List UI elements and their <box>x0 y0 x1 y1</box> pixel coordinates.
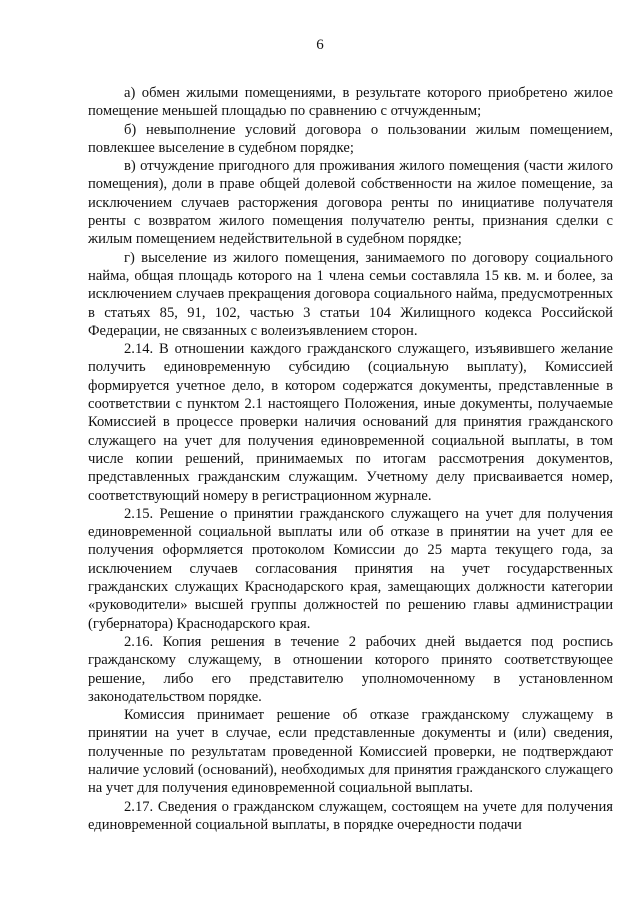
paragraph-2-15: 2.15. Решение о принятии гражданского служащего на учет для получения единовременной социальной выплаты или об отказе в принятии на учет для ее получения оформляется протоколом Комиссии до 25 марта текущего года, за исключением случаев согласования принятия на учет государственных гражданских служащих Краснодарского края, замещающих должности категории «руководители» высшей группы должностей по решению главы администрации (губернатора) Краснодарского края. <box>88 505 613 632</box>
paragraph-item-a: а) обмен жилыми помещениями, в результате которого приобретено жилое помещение меньшей площадью по сравнению с отчужденным; <box>88 85 613 120</box>
document-body <box>88 84 613 834</box>
paragraph-2-14: 2.14. В отношении каждого гражданского служащего, изъявившего желание получить единовременную субсидию (социальную выплату), Комиссией формируется учетное дело, в котором содержатся документы, представленные в соответствии с пунктом 2.1 настоящего Положения, иные документы, получаемые Комиссией в процессе проверки наличия оснований для принятия гражданского служащего на учет для получения единовременной социальной выплаты, в том числе копии решений, принимаемых по итогам рассмотрения документов, представленных гражданским служащим. Учетному делу присваивается номер, соответствующий номеру в регистрационном журнале. <box>88 341 613 504</box>
paragraph-2-17: 2.17. Сведения о гражданском служащем, состоящем на учете для получения единовременной социальной выплаты, в порядке очередности подачи <box>88 798 613 833</box>
paragraph-item-b: б) невыполнение условий договора о пользовании жилым помещением, повлекшее выселение в судебном порядке; <box>88 121 613 156</box>
paragraph-item-g: г) выселение из жилого помещения, занимаемого по договору социального найма, общая площадь которого на 1 члена семьи составляла 15 кв. м. и более, за исключением случаев прекращения договора социального найма, предусмотренных в статьях 85, 91, 102, частью 3 статьи 104 Жилищного кодекса Российской Федерации, не связанных с волеизъявлением сторон. <box>88 249 613 339</box>
paragraph-refusal: Комиссия принимает решение об отказе гражданскому служащему в принятии на учет в случае, если представленные документы и (или) сведения, полученные по результатам проведенной Комиссией проверки, не подтверждают наличие условий (оснований), необходимых для принятия гражданского служащего на учет для получения единовременной социальной выплаты. <box>88 707 613 797</box>
page-number: 6 <box>316 37 324 53</box>
paragraph-2-16: 2.16. Копия решения в течение 2 рабочих дней выдается под роспись гражданскому служащему, в отношении которого принято соответствующее решение, либо его представителю уполномоченному в установленном законодательством порядке. <box>88 633 613 705</box>
paragraph-item-v: в) отчуждение пригодного для проживания жилого помещения (части жилого помещения), доли в праве общей долевой собственности на жилое помещение, за исключением случаев расторжения договора ренты по инициативе получателя ренты с возвратом жилого помещения получателю ренты, признания сделки с жилым помещением недействительной в судебном порядке; <box>88 158 613 248</box>
